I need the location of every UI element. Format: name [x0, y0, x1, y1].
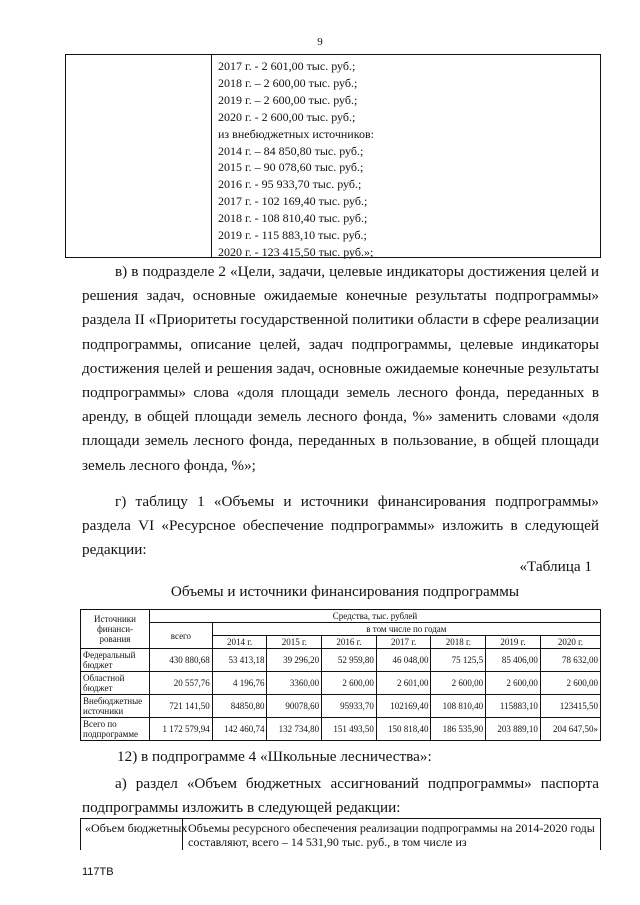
- row-year-value: 85 406,00: [486, 649, 541, 672]
- row-year-value: 132 734,80: [267, 718, 322, 741]
- row-source-name: Областной бюджет: [81, 672, 150, 695]
- financing-table: [80, 609, 601, 741]
- row-year-value: 2 601,00: [376, 672, 431, 695]
- funding-line: из внебюджетных источников:: [218, 126, 374, 141]
- funding-line: 2016 г. - 95 933,70 тыс. руб.;: [218, 177, 362, 192]
- header-year: 2020 г.: [540, 636, 600, 649]
- row-year-value: 2 600,00: [322, 672, 377, 695]
- row-year-value: 39 296,20: [267, 649, 322, 672]
- passport-table-start: [80, 818, 601, 850]
- row-source-name: Всего по подпрограмме: [81, 718, 150, 741]
- row-year-value: 203 889,10: [486, 718, 541, 741]
- table-column-divider: [211, 55, 212, 257]
- paragraph-g: [82, 490, 599, 563]
- passport-row-label: «Объем бюджетных: [85, 821, 188, 835]
- header-year: 2017 г.: [376, 636, 431, 649]
- funding-lines: [218, 58, 374, 261]
- header-year: 2015 г.: [267, 636, 322, 649]
- table-row: [81, 649, 601, 672]
- row-year-value: 108 810,40: [431, 695, 486, 718]
- row-year-value: 78 632,00: [540, 649, 600, 672]
- funding-line: 2018 г. – 2 600,00 тыс. руб.;: [218, 75, 358, 90]
- row-total: 1 172 579,94: [150, 718, 213, 741]
- row-year-value: 2 600,00: [540, 672, 600, 695]
- document-code: 117ТВ: [82, 866, 114, 878]
- funding-line: 2020 г. - 2 600,00 тыс. руб.;: [218, 109, 356, 124]
- passport-table-fragment: [65, 54, 601, 258]
- header-year: 2014 г.: [212, 636, 267, 649]
- row-year-value: 204 647,50»: [540, 718, 600, 741]
- table-row: [81, 695, 601, 718]
- row-year-value: 90078,60: [267, 695, 322, 718]
- funding-line: 2015 г. – 90 078,60 тыс. руб.;: [218, 160, 364, 175]
- table-title: Объемы и источники финансирования подпрограммы: [170, 583, 520, 600]
- page-number: 9: [317, 36, 323, 48]
- row-year-value: 53 413,18: [212, 649, 267, 672]
- row-year-value: 151 493,50: [322, 718, 377, 741]
- funding-line: 2019 г. – 2 600,00 тыс. руб.;: [218, 92, 358, 107]
- paragraph-v-text: в) в подразделе 2 «Цели, задачи, целевые индикаторы достижения целей и решения задач, основные ожидаемые конечные результаты подпрограммы» раздела II «Приоритеты государственной политики области в сфере реализации подпрограммы, описание целей, задач подпрограммы, целевые индикаторы достижения целей и решения задач, основные ожидаемые конечные результаты подпрограммы» слова «доля площади земель лесного фонда, переданных в аренду, в общей площади земель лесного фонда, %» заменить словами «доля площади земель лесного фонда, переданных в пользование, в общей площади земель лесного фонда, %»;: [82, 263, 599, 474]
- table-label: «Таблица 1: [519, 558, 592, 575]
- row-total: 721 141,50: [150, 695, 213, 718]
- row-year-value: 2 600,00: [486, 672, 541, 695]
- table-row: [81, 718, 601, 741]
- table-row: [81, 672, 601, 695]
- row-year-value: 52 959,80: [322, 649, 377, 672]
- financing-table-body: [81, 649, 601, 741]
- row-total: 20 557,76: [150, 672, 213, 695]
- row-year-value: 102169,40: [376, 695, 431, 718]
- row-year-value: 46 048,00: [376, 649, 431, 672]
- row-year-value: 150 818,40: [376, 718, 431, 741]
- subsection-a-text: а) раздел «Объем бюджетных ассигнований подпрограммы» паспорта подпрограммы изложить в следующей редакции:: [82, 775, 599, 817]
- subsection-a: [82, 772, 599, 820]
- paragraph-g-text: г) таблицу 1 «Объемы и источники финансирования подпрограммы» раздела VI «Ресурсное обеспечение подпрограммы» изложить в следующей редакции:: [82, 493, 599, 559]
- row-year-value: 95933,70: [322, 695, 377, 718]
- header-means: Средства, тыс. рублей: [150, 610, 601, 623]
- row-year-value: 115883,10: [486, 695, 541, 718]
- row-source-name: Внебюджетные источники: [81, 695, 150, 718]
- row-year-value: 84850,80: [212, 695, 267, 718]
- funding-line: 2014 г. – 84 850,80 тыс. руб.;: [218, 143, 364, 158]
- funding-line: 2018 г. - 108 810,40 тыс. руб.;: [218, 211, 368, 226]
- header-sources: Источники финанси-рования: [81, 610, 150, 649]
- paragraph-v: [82, 260, 599, 478]
- row-year-value: 123415,50: [540, 695, 600, 718]
- header-including: в том числе по годам: [212, 623, 600, 636]
- funding-line: 2017 г. - 102 169,40 тыс. руб.;: [218, 194, 368, 209]
- row-total: 430 880,68: [150, 649, 213, 672]
- row-year-value: 75 125,5: [431, 649, 486, 672]
- header-year: 2016 г.: [322, 636, 377, 649]
- funding-line: 2019 г. - 115 883,10 тыс. руб.;: [218, 228, 367, 243]
- funding-line: 2017 г. - 2 601,00 тыс. руб.;: [218, 59, 356, 73]
- subsection-12: 12) в подпрограмме 4 «Школьные лесничества»:: [117, 748, 432, 765]
- row-year-value: 186 535,90: [431, 718, 486, 741]
- header-total: всего: [150, 623, 213, 649]
- row-year-value: 2 600,00: [431, 672, 486, 695]
- header-year: 2019 г.: [486, 636, 541, 649]
- passport-row-value: Объемы ресурсного обеспечения реализации подпрограммы на 2014-2020 годы составляют, всего – 14 531,90 тыс. руб., в том числе из: [188, 821, 595, 849]
- funding-line: 2020 г. - 123 415,50 тыс. руб.»;: [218, 244, 374, 259]
- row-source-name: Федеральный бюджет: [81, 649, 150, 672]
- row-year-value: 4 196,76: [212, 672, 267, 695]
- row-year-value: 142 460,74: [212, 718, 267, 741]
- header-year: 2018 г.: [431, 636, 486, 649]
- row-year-value: 3360,00: [267, 672, 322, 695]
